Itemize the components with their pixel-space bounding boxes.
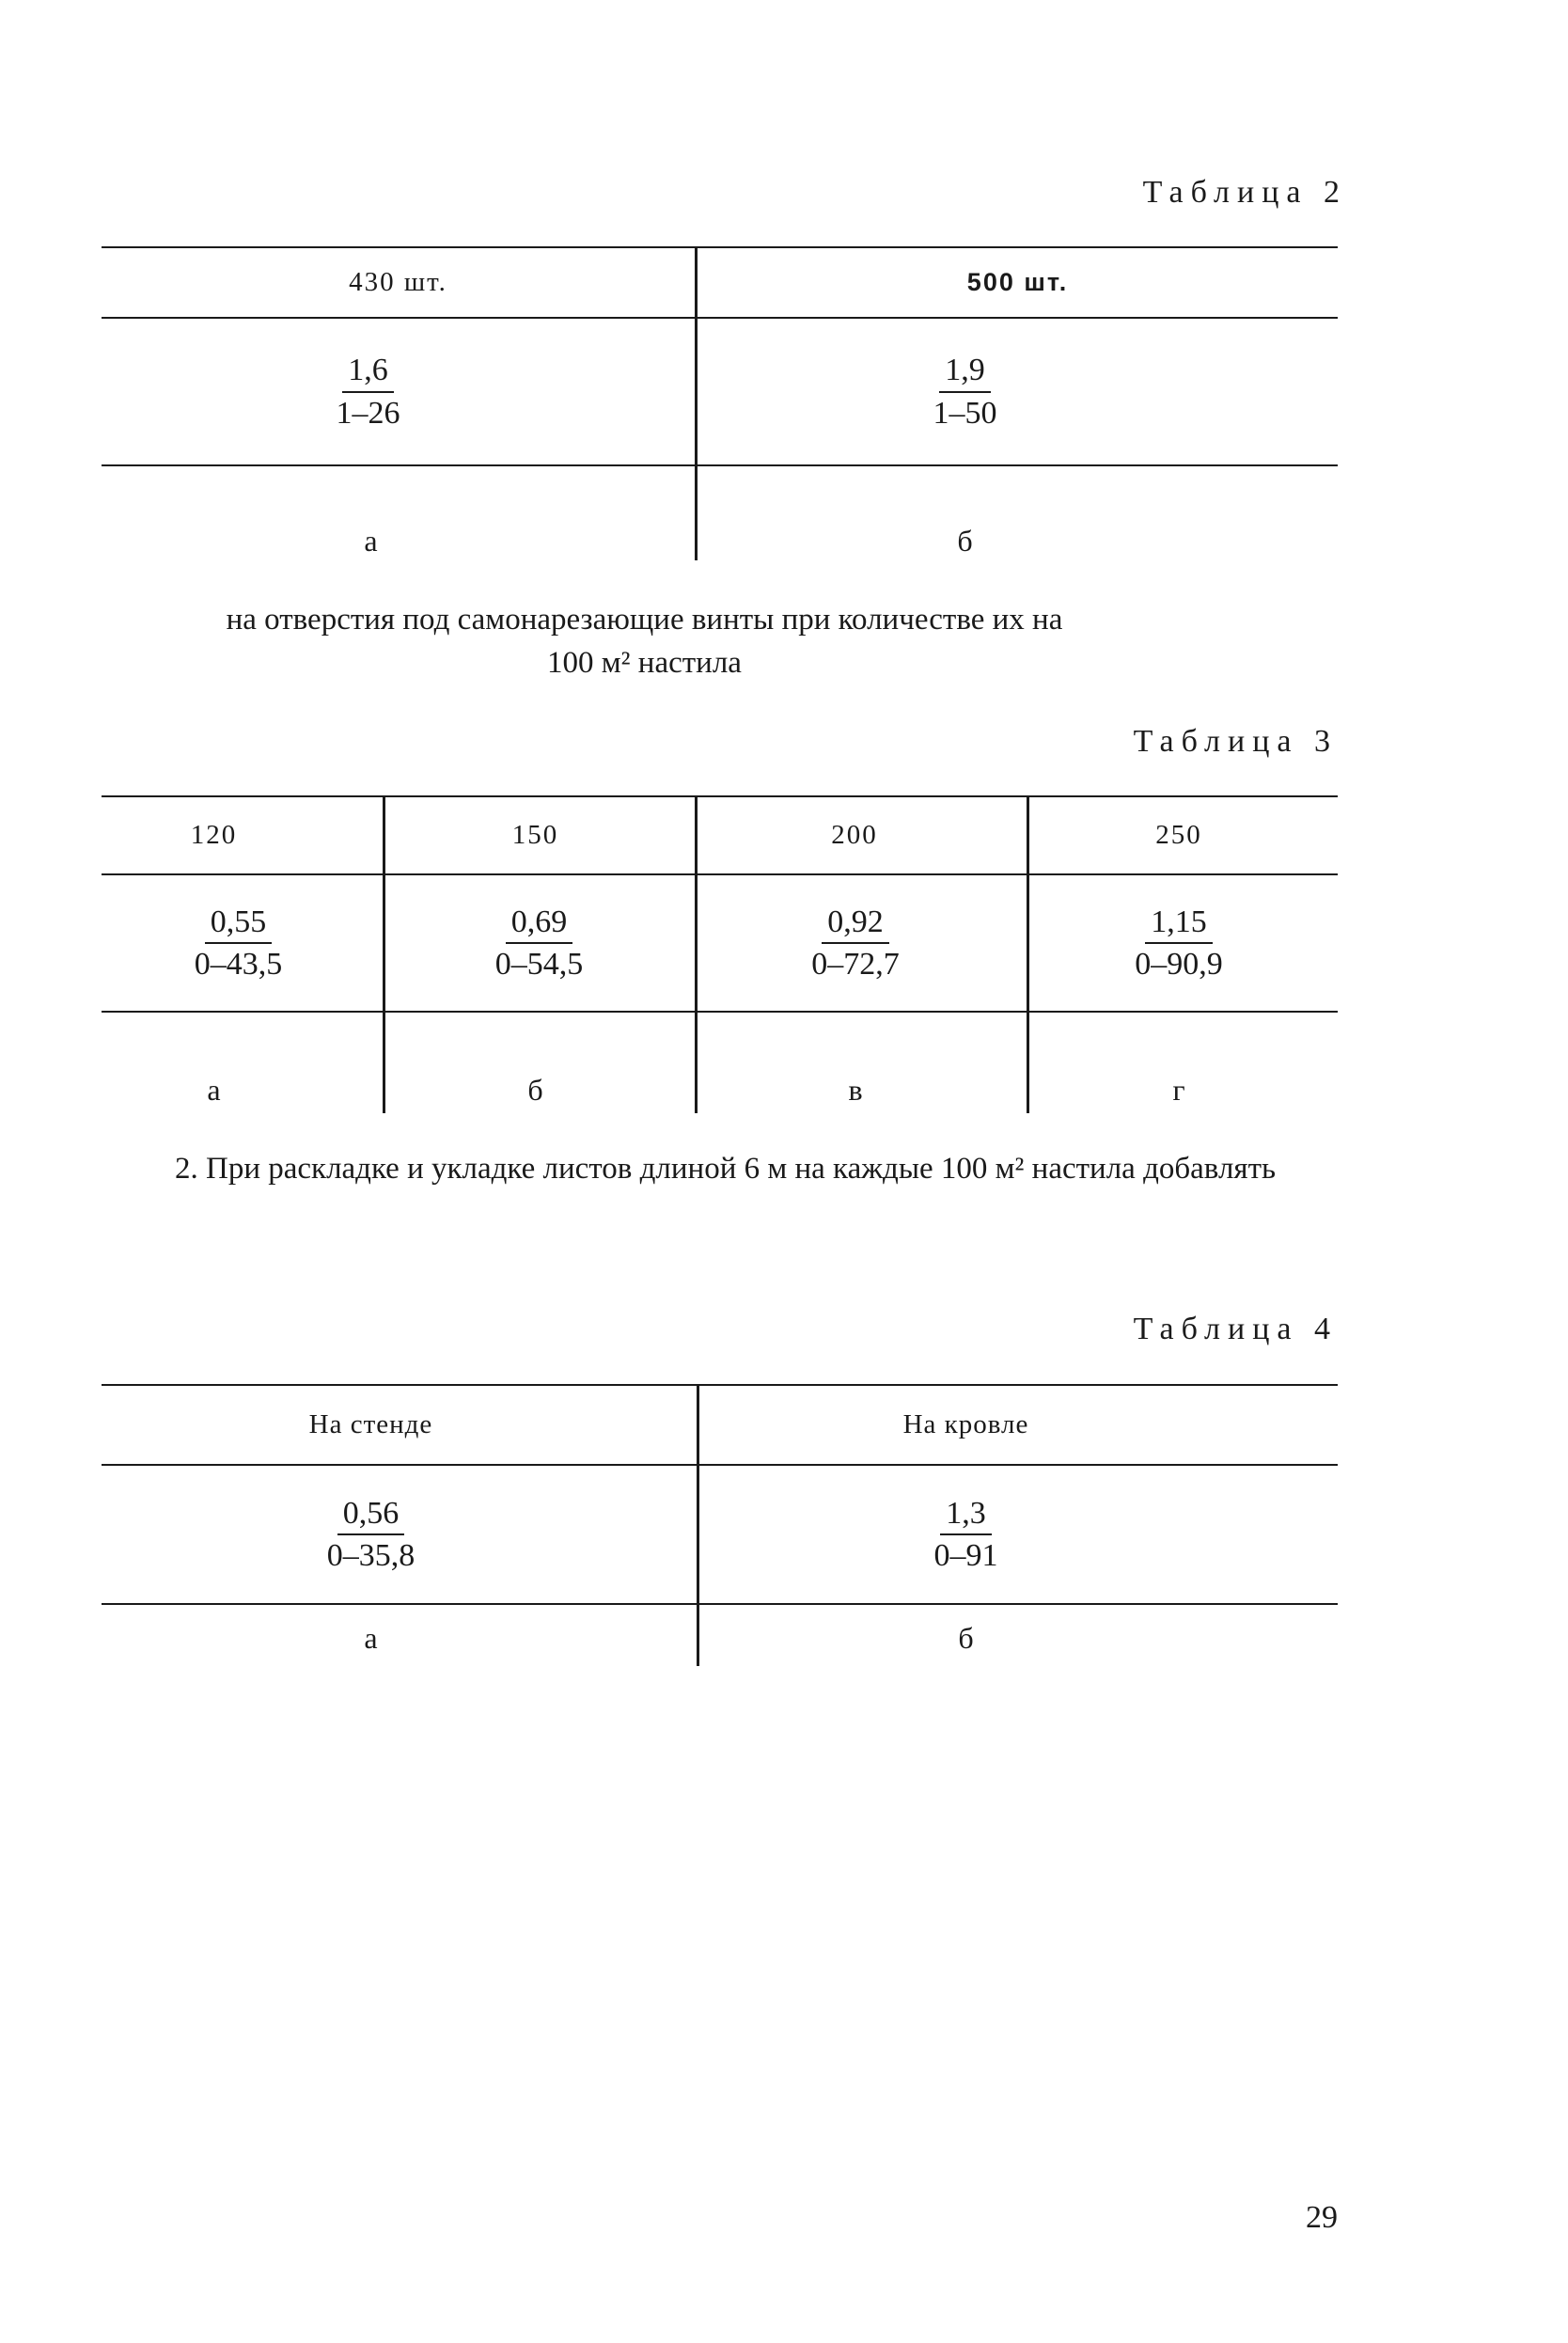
fraction-numerator: 0,56 <box>337 1495 405 1535</box>
table3-note <box>102 598 1338 684</box>
table3-letter-cell: г <box>1172 1072 1185 1107</box>
fraction-numerator: 0,92 <box>822 904 889 944</box>
table3-value-cell <box>698 875 1027 1011</box>
table3-header-cell: 150 <box>511 820 559 850</box>
table3-values-rule <box>102 1011 1338 1013</box>
fraction-denominator: 0–91 <box>933 1538 998 1573</box>
fraction <box>331 352 406 431</box>
fraction-denominator: 0–72,7 <box>811 947 900 982</box>
table3-note-line2: 100 м² настила <box>547 646 742 681</box>
fraction-denominator: 0–54,5 <box>494 947 584 982</box>
table2-header-cell: 430 шт. <box>349 267 447 297</box>
fraction <box>189 904 289 983</box>
table2-letter-cell: а <box>364 523 378 558</box>
fraction-numerator: 0,55 <box>205 904 273 944</box>
fraction-denominator: 0–43,5 <box>194 947 283 982</box>
table3-letter-cell: в <box>848 1072 863 1107</box>
fraction <box>321 1495 421 1574</box>
table3-header-cell: 250 <box>1155 820 1202 850</box>
fraction <box>1129 904 1229 983</box>
table3-value-cell <box>102 875 383 1011</box>
table3-letter-cell: а <box>207 1072 221 1107</box>
table2-values-rule <box>102 464 1338 466</box>
fraction-denominator: 0–35,8 <box>326 1538 416 1573</box>
fraction-numerator: 1,15 <box>1145 904 1213 944</box>
table4-value-cell <box>102 1466 697 1603</box>
fraction-numerator: 0,69 <box>506 904 573 944</box>
table2-letter-cell: б <box>957 523 973 558</box>
fraction-numerator: 1,9 <box>939 352 991 392</box>
table2-caption: Таблица 2 <box>1142 175 1347 210</box>
table3-letter-cell: б <box>527 1072 543 1107</box>
table3-header-cell: 120 <box>190 820 238 850</box>
page-number: 29 <box>1306 2200 1338 2235</box>
fraction-denominator: 1–26 <box>336 395 400 431</box>
table4-header-cell: На кровле <box>902 1409 1029 1439</box>
fraction-numerator: 1,3 <box>940 1495 992 1535</box>
table3-caption: Таблица 3 <box>1133 724 1338 759</box>
table4-value-cell <box>699 1466 1338 1603</box>
table3-note-line1: на отверстия под самонарезающие винты при количестве их на <box>226 603 1063 637</box>
fraction <box>806 904 905 983</box>
table4-values-rule <box>102 1603 1338 1605</box>
table3-value-cell <box>385 875 695 1011</box>
fraction <box>490 904 589 983</box>
fraction <box>928 352 1003 431</box>
table2-header-cell: 500 шт. <box>966 268 1069 296</box>
paragraph-2: 2. При раскладке и укладке листов длиной 6 м на каждые 100 м² настила добавлять <box>175 1152 1277 1186</box>
table4-caption: Таблица 4 <box>1133 1312 1338 1346</box>
table4-letter-cell: б <box>958 1620 974 1655</box>
table2-value-cell <box>698 319 1338 464</box>
table3-value-cell <box>1029 875 1338 1011</box>
fraction-denominator: 1–50 <box>933 395 997 431</box>
fraction-denominator: 0–90,9 <box>1135 947 1223 982</box>
fraction-numerator: 1,6 <box>342 352 394 392</box>
table4-letter-cell: а <box>364 1620 378 1655</box>
table2-value-cell <box>102 319 695 464</box>
fraction <box>929 1495 1004 1574</box>
table4-header-cell: На стенде <box>308 1409 433 1439</box>
table3-header-cell: 200 <box>831 820 878 850</box>
